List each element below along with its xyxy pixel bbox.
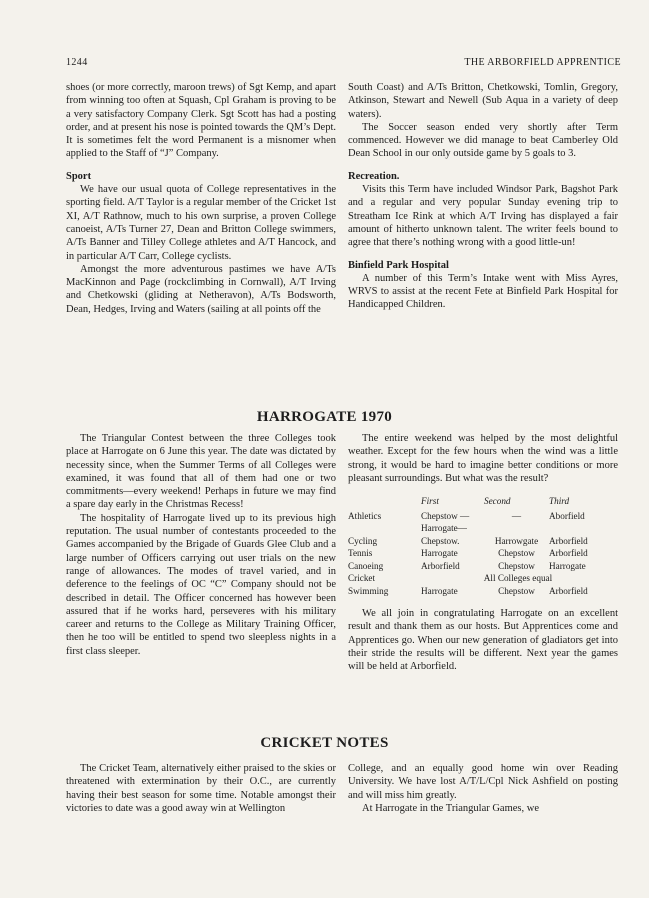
- event-name: Swimming: [348, 585, 389, 596]
- harrogate-title: HARROGATE 1970: [256, 409, 393, 425]
- cricket-paragraph-2: College, and an equally good home win over Reading University. We have lost A/T/L/Cpl Nick Ashfield on posting and will miss him greatly.: [348, 763, 618, 801]
- running-header: [66, 57, 621, 71]
- congratulations-paragraph: We all join in congratulating Harrogate on an excellent result and thank them as our hosts. But Apprentices come and Apprentices go. When our new generation of gladiators get into their stride the results will be different. Next year the games will be held at Arborfield.: [348, 608, 618, 673]
- harrogate-right-column: [348, 432, 618, 674]
- header-third: Third: [549, 496, 570, 507]
- result-third: Harrogate: [549, 560, 586, 571]
- table-row: [348, 572, 615, 585]
- journal-title: THE ARBORFIELD APPRENTICE: [464, 57, 621, 68]
- cricket-paragraph-3: At Harrogate in the Triangular Games, we: [362, 802, 539, 814]
- result-second: Chepstow: [498, 585, 535, 596]
- top-left-column: [66, 81, 336, 316]
- result-first-tied: Harrogate—: [421, 523, 467, 534]
- result-first: Harrogate: [421, 585, 458, 596]
- result-second: Harrowgate: [494, 535, 539, 546]
- harrogate-paragraph-2: The hospitality of Harrogate lived up to its previous high reputation. The usual number of contestants proceeded to the Games accompanied by the Brigade of Guards Glee Club and a large number of Officers carrying out user trials on the new range of allowances. The modes of travel varied, and in deference to the feelings of OC “C” Company should not be described in detail. The Officer concerned has however been assured that if he works hard, perseveres with his military career and returns to the College as Military Training Officer, then he too will be entitled to spend two sleepless nights in a first class sleeper.: [66, 512, 336, 657]
- harrogate-paragraph-1: The Triangular Contest between the three Colleges took place at Harrogate on 6 June this year. The date was dictated by necessity since, when the Summer Terms of all Colleges were examined, it was found that all of them had one or two commitments—every weekend! Perhaps in future we may find a spare day early in the Christmas Recess!: [66, 433, 336, 511]
- results-header-row: [348, 495, 615, 510]
- result-third: Arborfield: [549, 535, 588, 546]
- page-number: 1244: [66, 57, 88, 68]
- table-row: [348, 510, 615, 535]
- result-all-equal: All Colleges equal: [483, 573, 553, 584]
- event-name: Tennis: [348, 548, 373, 559]
- event-name: Cycling: [348, 535, 378, 546]
- sub-aqua-paragraph: South Coast) and A/Ts Britton, Chetkowski, Tomlin, Gregory, Atkinson, Stewart and Newell (Sub Aqua in a variety of deep waters).: [348, 82, 618, 120]
- result-first: Harrogate: [421, 548, 458, 559]
- header-second: Second: [484, 496, 511, 507]
- cricket-left-column: [66, 762, 336, 815]
- table-row: [348, 547, 615, 560]
- result-second: —: [511, 510, 522, 521]
- weather-paragraph: The entire weekend was helped by the most delightful weather. Except for the few hours when the wind was a little strong, it would be hard to imagine better conditions or more pleasant surroundings. But what was the result?: [348, 433, 618, 484]
- result-third: Arborfield: [549, 585, 588, 596]
- binfield-heading: Binfield Park Hospital: [348, 259, 449, 271]
- result-second: Chepstow: [498, 560, 535, 571]
- event-name: Cricket: [348, 573, 376, 584]
- recreation-heading: Recreation.: [348, 170, 400, 182]
- cricket-paragraph-1: The Cricket Team, alternatively either praised to the skies or threatened with extermination by their O.C., are currently having their best season for some time. Notable amongst their victories to date was a good away win at Wellington: [66, 763, 336, 814]
- event-name: Canoeing: [348, 560, 384, 571]
- result-second: Chepstow: [498, 548, 535, 559]
- result-first: Chepstow —: [421, 510, 470, 521]
- sport-paragraph-2: Amongst the more adventurous pastimes we have A/Ts MacKinnon and Page (rockclimbing in Cornwall), A/T Irving and Chetkowski (gliding at Netheravon), A/Ts Bodsworth, Dean, Hedges, Irving and Waters (sailing at all points off the: [66, 263, 336, 315]
- table-row: [348, 560, 615, 573]
- top-right-column: [348, 81, 618, 312]
- cricket-right-column: [348, 762, 618, 815]
- result-third: Aborfield: [549, 510, 585, 521]
- soccer-paragraph: The Soccer season ended very shortly after Term commenced. However we did manage to beat Camberley Old Dean School in our only outside game by 5 goals to 3.: [348, 121, 618, 160]
- cricket-notes-title: CRICKET NOTES: [260, 735, 389, 751]
- sport-paragraph-1: We have our usual quota of College representatives in the sporting field. A/T Taylor is a regular member of the Cricket 1st XI, A/T Rathnow, much to his own surprise, a proven College canoeist, A/Ts Turner 27, Dean and Britton College swimmers, A/Ts Banner and Tilley College athletes and A/T Hancock, and in particular A/T Carr, College cyclists.: [66, 184, 336, 262]
- result-third: Arborfield: [549, 548, 588, 559]
- result-first: Arborfield: [421, 560, 460, 571]
- company-notes-paragraph: shoes (or more correctly, maroon trews) of Sgt Kemp, and apart from winning too often at Squash, Cpl Graham is proving to be a very satisfactory Company Clerk. Sgt Scott has had a posting order, and at present his nose is pointed towards the QM’s Dept. It is sometimes felt the word Permanent is a misnomer when applied to the Staff of “J” Company.: [66, 82, 336, 160]
- table-row: [348, 585, 615, 598]
- result-first: Chepstow.: [421, 535, 460, 546]
- sport-heading: Sport: [66, 170, 92, 182]
- results-table: [348, 495, 615, 597]
- recreation-paragraph: Visits this Term have included Windsor Park, Bagshot Park and a regular and very popular Sunday evening trip to Streatham Ice Rink at which A/T Irving has displayed a fair amount of hitherto unknown talent. The writer feels bound to agree that there’s nothing wrong with a good little-un!: [348, 184, 618, 249]
- harrogate-left-column: [66, 432, 336, 658]
- header-first: First: [421, 496, 439, 507]
- table-row: [348, 535, 615, 548]
- binfield-paragraph: A number of this Term’s Intake went with Miss Ayres, WRVS to assist at the recent Fete at Binfield Park Hospital for Handicapped Children.: [348, 272, 618, 311]
- event-name: Athletics: [348, 510, 382, 521]
